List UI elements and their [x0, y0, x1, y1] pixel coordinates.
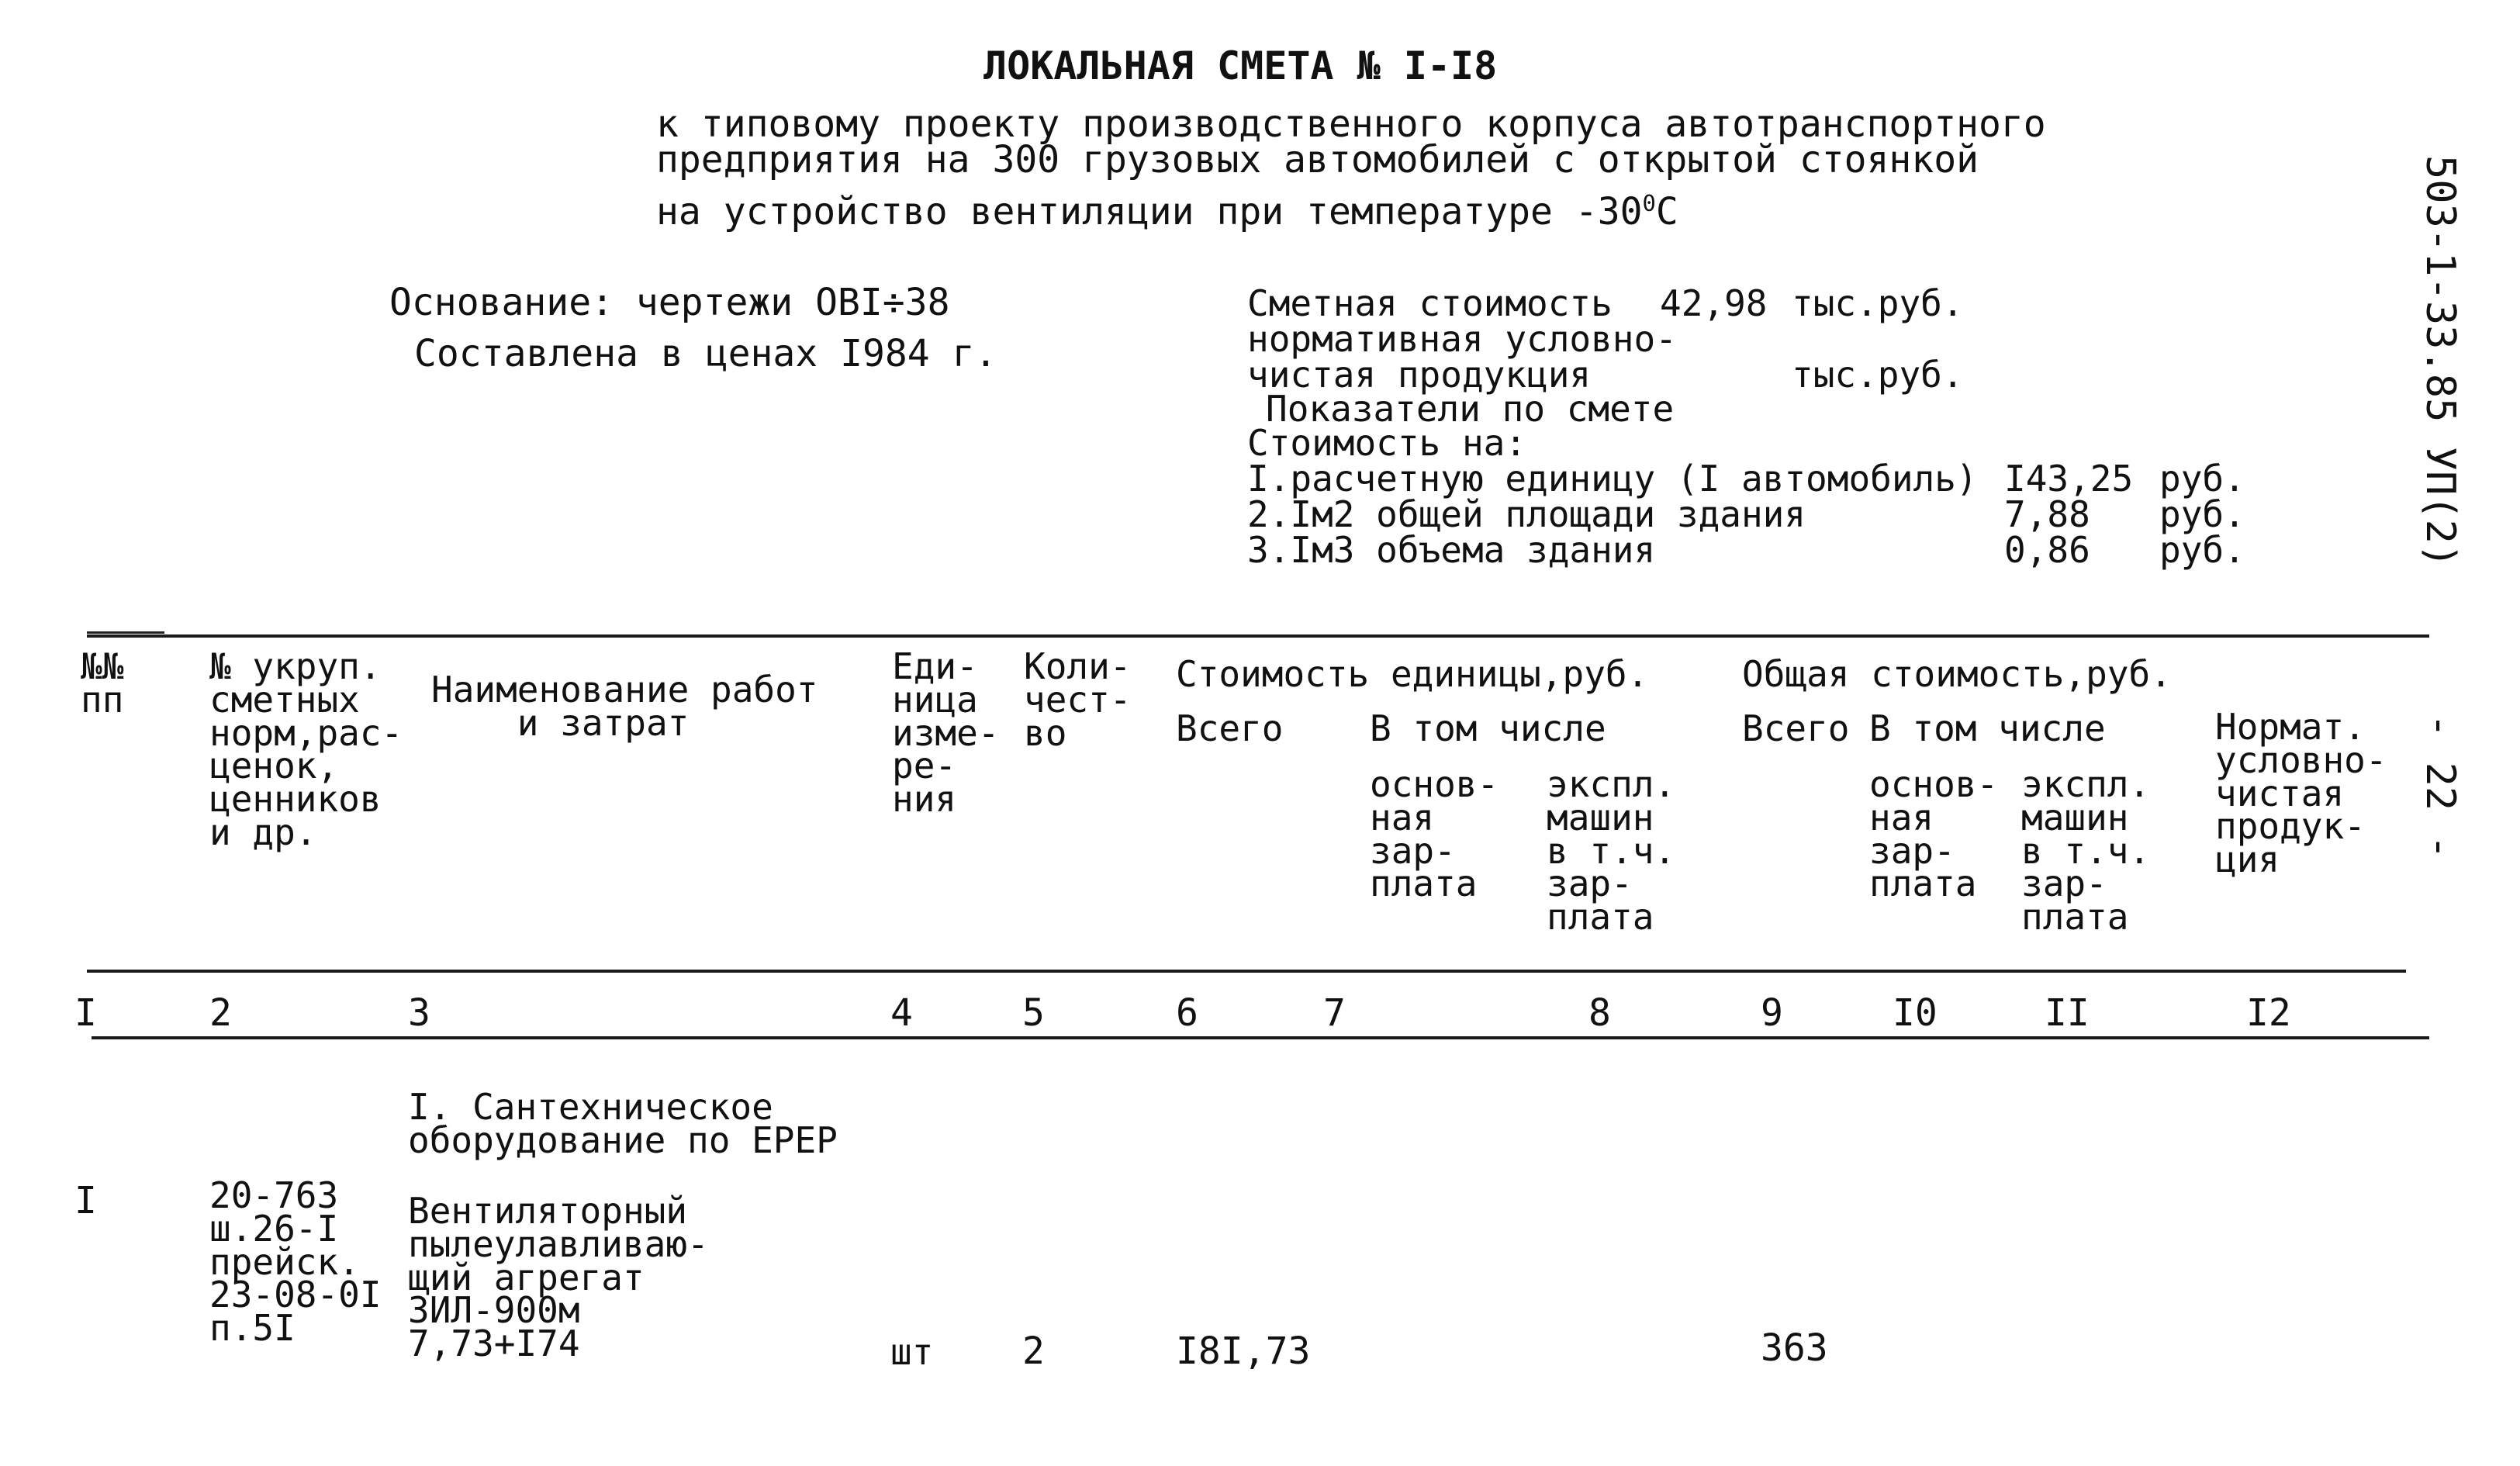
- indicator-2-label: 2.Iм2 общей площади здания: [1247, 493, 1806, 535]
- header-unit-cost: Стоимость единицы,руб.: [1176, 653, 1649, 695]
- subtitle-line-3: на устройство вентиляции при температуре $-30^0С$: [656, 190, 1678, 233]
- estimated-cost-value: 42,98: [1660, 282, 1768, 324]
- section-title: I. Сантехническое оборудование по ЕРЕР: [408, 1086, 838, 1161]
- column-number-5: 5: [1022, 991, 1045, 1035]
- estimated-cost-unit: тыс.руб.: [1792, 282, 1964, 324]
- indicator-3-value: 0,86: [2004, 529, 2090, 571]
- column-number-12: I2: [2246, 991, 2291, 1035]
- header-work-name: Наименование работ и затрат: [431, 669, 818, 744]
- subtitle-line-2: предприятия на 300 грузовых автомобилей с открытой стоянкой: [656, 138, 1979, 182]
- column-number-10: I0: [1893, 991, 1938, 1035]
- indicators-title: Показатели по смете: [1266, 388, 1675, 430]
- row-1-unit: шт: [890, 1331, 934, 1373]
- header-unit-basic-wage: основ- ная зар- плата: [1370, 763, 1499, 905]
- table-top-left-rule: [87, 631, 164, 634]
- column-number-7: 7: [1323, 991, 1346, 1035]
- column-number-6: 6: [1176, 991, 1198, 1035]
- normative-unit: тыс.руб.: [1792, 354, 1964, 396]
- column-number-4: 4: [890, 991, 913, 1035]
- document-title: ЛОКАЛЬНАЯ СМЕТА № I-I8: [983, 43, 1498, 88]
- row-1-unit-total: I8I,73: [1176, 1329, 1311, 1373]
- header-total-machines: экспл. машин в т.ч. зар- плата: [2021, 763, 2151, 939]
- header-total-including: В том числе: [1869, 707, 2106, 749]
- basis-drawings: Основание: чертежи ОВI÷38: [389, 281, 950, 324]
- subtitle-line-1: к типовому проекту производственного корпуса автотранспортного: [656, 102, 2046, 146]
- header-unit-machines: экспл. машин в т.ч. зар- плата: [1547, 763, 1676, 939]
- indicator-2-unit: руб.: [2159, 493, 2245, 535]
- row-1-work-name: Вентиляторный пылеулавливаю- щий агрегат ЗИЛ-900м 7,73+I74: [408, 1190, 709, 1365]
- header-row-number: №№ пп: [81, 645, 124, 721]
- header-unit: Еди- ница изме- ре- ния: [892, 645, 1000, 821]
- header-total-cost: Общая стоимость,руб.: [1742, 653, 2172, 695]
- document-code-vertical: 503-1-33.85 УП(2): [2417, 155, 2463, 569]
- column-number-3: 3: [408, 991, 430, 1035]
- normative-label-line1: нормативная условно-: [1247, 318, 1677, 360]
- header-total-all: Всего: [1742, 707, 1850, 749]
- basis-prices: Составлена в ценах I984 г.: [414, 332, 997, 375]
- header-total-basic-wage: основ- ная зар- плата: [1869, 763, 1999, 905]
- column-number-8: 8: [1588, 991, 1611, 1035]
- normative-label-line2: чистая продукция: [1247, 354, 1592, 396]
- cost-for-label: Стоимость на:: [1247, 422, 1527, 464]
- indicator-3-label: 3.Iм3 объема здания: [1247, 529, 1656, 571]
- table-top-rule: [87, 634, 2429, 638]
- table-header-bottom-rule: [87, 970, 2406, 973]
- indicator-1-label: I.расчетную единицу (I автомобиль): [1247, 458, 1978, 500]
- column-number-2: 2: [209, 991, 232, 1035]
- indicator-3-unit: руб.: [2159, 529, 2245, 571]
- indicator-2-value: 7,88: [2004, 493, 2090, 535]
- header-normative-product: Нормат. условно- чистая продук- ция: [2215, 706, 2387, 881]
- row-1-total: 363: [1761, 1326, 1828, 1370]
- header-norm-code: № укруп. сметных норм,рас- ценок, ценников и др.: [209, 645, 403, 853]
- row-1-number: I: [74, 1179, 97, 1222]
- header-quantity: Коли- чест- во: [1024, 645, 1132, 754]
- header-unit-all: Всего: [1176, 707, 1284, 749]
- row-1-norm-code: 20-763 ш.26-I прейск. 23-08-0I п.5I: [209, 1174, 382, 1350]
- estimated-cost-label: Сметная стоимость: [1247, 282, 1613, 324]
- header-unit-including: В том числе: [1370, 707, 1606, 749]
- indicator-1-unit: руб.: [2159, 458, 2245, 500]
- indicator-1-value: I43,25: [2004, 458, 2134, 500]
- column-number-11: II: [2045, 991, 2090, 1035]
- column-number-1: I: [74, 991, 97, 1035]
- column-number-9: 9: [1761, 991, 1783, 1035]
- page-number-vertical: - 22 -: [2417, 714, 2463, 859]
- row-1-quantity: 2: [1022, 1329, 1045, 1373]
- column-numbers-bottom-rule: [92, 1036, 2429, 1039]
